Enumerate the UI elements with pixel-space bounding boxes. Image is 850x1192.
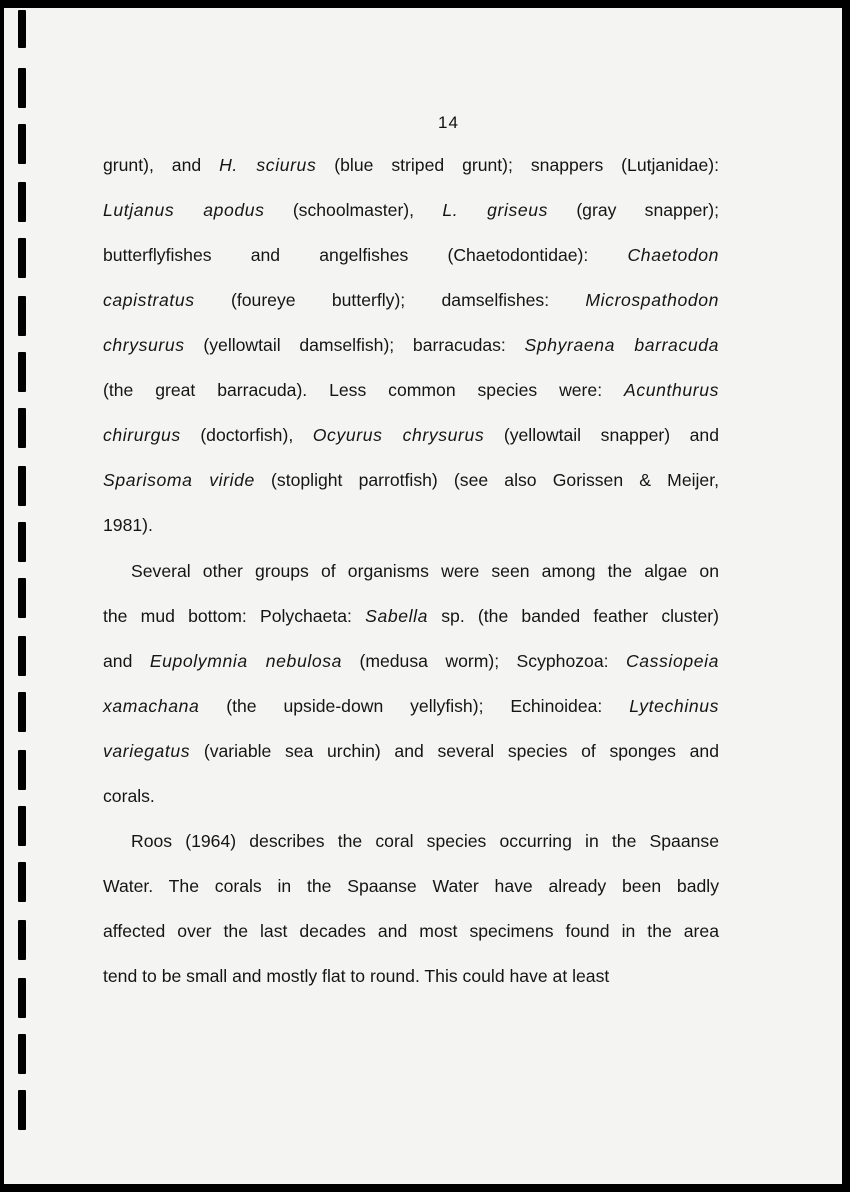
text-line: Several other groups of organisms were seen among the algae on: [131, 561, 719, 581]
text-line: chirurgus (doctorfish), Ocyurus chrysurus (yellowtail snapper) and: [103, 425, 719, 445]
text-line: variegatus (variable sea urchin) and several species of sponges and: [103, 741, 719, 761]
binding-hole: [18, 978, 26, 1018]
species-name: Eupolymnia nebulosa: [149, 651, 343, 671]
binding-hole: [18, 692, 26, 732]
binding-hole: [18, 578, 26, 618]
text-line: the mud bottom: Polychaeta: Sabella sp. (the banded feather cluster): [103, 606, 719, 626]
species-name: Lytechinus: [629, 696, 719, 716]
species-name: Sparisoma viride: [103, 470, 255, 490]
text-line: Sparisoma viride (stoplight parrotfish) (see also Gorissen & Meijer,: [103, 470, 719, 490]
species-name: chrysurus: [103, 335, 185, 355]
binding-hole: [18, 466, 26, 506]
binding-hole: [18, 10, 26, 48]
species-name: Ocyurus chrysurus: [312, 425, 485, 445]
species-name: Sabella: [365, 606, 429, 626]
binding-hole: [18, 182, 26, 222]
species-name: capistratus: [103, 290, 195, 310]
paragraph-other-organisms: [103, 549, 719, 819]
text-line: (the great barracuda). Less common species were: Acunthurus: [103, 380, 719, 400]
binding-hole: [18, 920, 26, 960]
species-name: Chaetodon: [627, 245, 719, 265]
binding-hole: [18, 862, 26, 902]
binding-hole: [18, 408, 26, 448]
binding-hole: [18, 68, 26, 108]
text-line: and Eupolymnia nebulosa (medusa worm); Scyphozoa: Cassiopeia: [103, 651, 719, 671]
text-line: Water. The corals in the Spaanse Water have already been badly: [103, 876, 719, 896]
text-line: Roos (1964) describes the coral species occurring in the Spaanse: [131, 831, 719, 851]
paragraph-fish-species: [103, 143, 719, 548]
binding-hole: [18, 806, 26, 846]
species-name: variegatus: [103, 741, 191, 761]
binding-hole: [18, 636, 26, 676]
text-line: chrysurus (yellowtail damselfish); barracudas: Sphyraena barracuda: [103, 335, 719, 355]
text-line: tend to be small and mostly flat to round. This could have at least: [103, 966, 610, 986]
page-number: 14: [438, 113, 459, 132]
text-line: grunt), and H. sciurus (blue striped grunt); snappers (Lutjanidae):: [103, 155, 719, 175]
species-name: Cassiopeia: [625, 651, 719, 671]
species-name: H. sciurus: [219, 155, 317, 175]
paragraph-corals: [103, 819, 719, 999]
binding-hole: [18, 750, 26, 790]
species-name: Acunthurus: [624, 380, 719, 400]
text-line: xamachana (the upside-down yellyfish); Echinoidea: Lytechinus: [103, 696, 719, 716]
species-name: chirurgus: [103, 425, 181, 445]
species-name: xamachana: [103, 696, 200, 716]
text-line: Lutjanus apodus (schoolmaster), L. griseus (gray snapper);: [103, 200, 720, 220]
species-name: L. griseus: [442, 200, 549, 220]
species-name: Sphyraena barracuda: [524, 335, 719, 355]
binding-hole: [18, 124, 26, 164]
binding-hole: [18, 352, 26, 392]
text-line: butterflyfishes and angelfishes (Chaetodontidae): Chaetodon: [103, 245, 719, 265]
binding-hole: [18, 238, 26, 278]
text-line: affected over the last decades and most specimens found in the area: [103, 921, 719, 941]
binding-hole: [18, 296, 26, 336]
binding-hole: [18, 522, 26, 562]
binding-hole: [18, 1090, 26, 1130]
text-line: 1981).: [103, 515, 153, 535]
text-line: corals.: [103, 786, 155, 806]
binding-hole: [18, 1034, 26, 1074]
species-name: Lutjanus apodus: [103, 200, 265, 220]
species-name: Microspathodon: [585, 290, 719, 310]
binding-holes: [18, 0, 46, 1192]
text-line: capistratus (foureye butterfly); damselfishes: Microspathodon: [103, 290, 719, 310]
